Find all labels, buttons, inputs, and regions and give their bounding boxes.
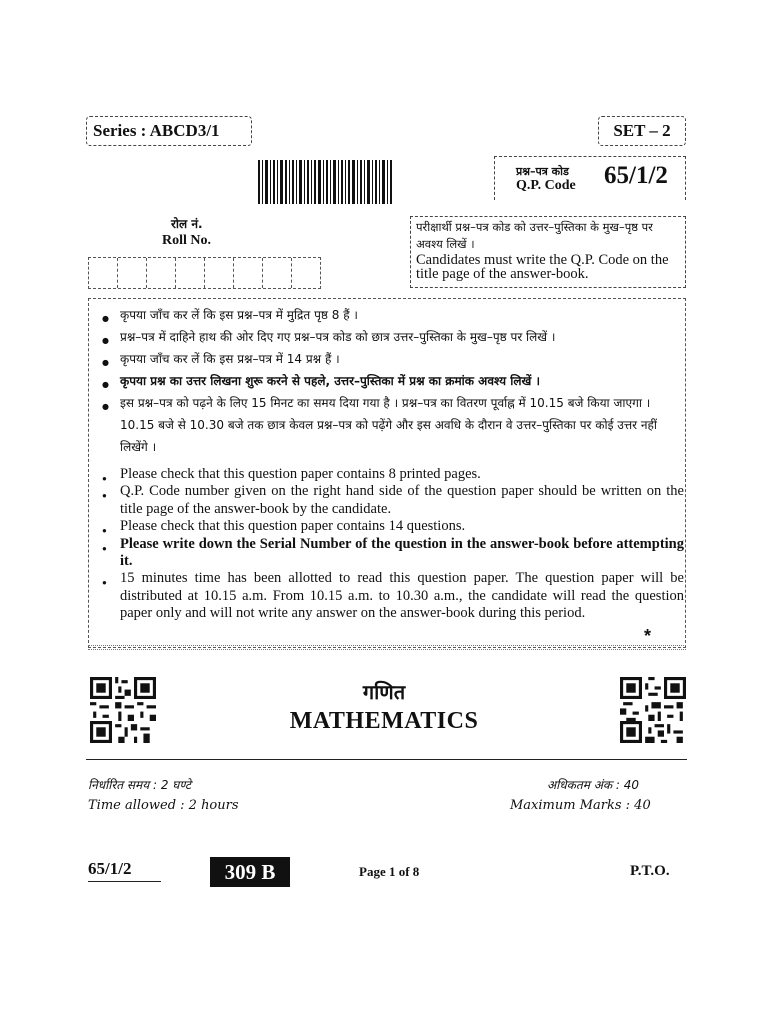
footer-qp-code: 65/1/2 [88, 859, 161, 882]
instruction-item-hindi: ● प्रश्न–पत्र में दाहिने हाथ की ओर दिए गए प्रश्न–पत्र कोड को छात्र उत्तर–पुस्तिका के मुख–पृष्ठ पर लिखें । [94, 326, 684, 348]
instruction-item-english: ● Please check that this question paper contains 14 questions. [94, 518, 684, 535]
qp-code-value: 65/1/2 [604, 162, 668, 189]
roll-no-label: Roll No. [162, 233, 211, 248]
footer-badge: 309 B [210, 857, 290, 887]
instruction-item-english: ● Please check that this question paper contains 8 printed pages. [94, 466, 684, 483]
roll-no-digit-box[interactable] [205, 258, 234, 288]
roll-no-digit-box[interactable] [89, 258, 118, 288]
qp-code-instruction-english: Candidates must write the Q.P. Code on the title page of the answer-book. [416, 252, 669, 282]
roll-no-digit-box[interactable] [147, 258, 176, 288]
instruction-item-english: ● Q.P. Code number given on the right hand side of the question paper should be written on the title page of the answer-book by the candidate. [94, 483, 684, 518]
series-label: Series : ABCD3/1 [86, 116, 252, 146]
instructions-box-border-strip [88, 645, 686, 650]
page-number: Page 1 of 8 [359, 864, 420, 879]
qp-code-instruction-hindi: परीक्षार्थी प्रश्न–पत्र कोड को उत्तर–पुस्तिका के मुख–पृष्ठ पर अवश्य लिखें । [416, 220, 653, 251]
qr-code-icon [620, 677, 686, 743]
time-allowed: Time allowed : 2 hours [88, 798, 239, 813]
roll-no-digit-box[interactable] [263, 258, 292, 288]
qp-code-label: Q.P. Code [516, 178, 576, 193]
roll-no-digit-box[interactable] [176, 258, 205, 288]
maximum-marks-hindi: अधिकतम अंक : 40 [547, 778, 640, 792]
divider-line [86, 759, 687, 760]
roll-no-digit-box[interactable] [292, 258, 320, 288]
set-label: SET – 2 [598, 116, 686, 146]
instruction-item-hindi: ● कृपया प्रश्न का उत्तर लिखना शुरू करने से पहले, उत्तर–पुस्तिका में प्रश्न का क्रमांक अवश्य लिखें । [94, 370, 684, 392]
instruction-item-hindi: ● कृपया जाँच कर लें कि इस प्रश्न–पत्र में मुद्रित पृष्ठ 8 हैं । [94, 304, 684, 326]
qp-code-instruction-box [410, 216, 686, 288]
maximum-marks: Maximum Marks : 40 [510, 798, 651, 813]
instruction-item-hindi: ● इस प्रश्न–पत्र को पढ़ने के लिए 15 मिनट का समय दिया गया है । प्रश्न–पत्र का वितरण पूर्वाह्न में 10.15 बजे किया जाएगा । 10.15 बजे से 10.30 बजे तक छात्र केवल प्रश्न–पत्र को पढ़ेंगे और इस अवधि के दौरान वे उत्तर–पुस्तिका पर कोई उत्तर नहीं लिखेंगे । [94, 392, 684, 458]
instruction-item-hindi: ● कृपया जाँच कर लें कि इस प्रश्न–पत्र में 14 प्रश्न हैं । [94, 348, 684, 370]
roll-no-digit-box[interactable] [118, 258, 147, 288]
instructions-list-english [94, 466, 684, 623]
roll-no-digit-box[interactable] [234, 258, 263, 288]
roll-no-label-hindi: रोल नं. [171, 217, 203, 231]
instructions-list-hindi [94, 304, 684, 458]
star-mark: * [644, 626, 652, 646]
barcode-image [258, 160, 394, 204]
time-allowed-hindi: निर्धारित समय : 2 घण्टे [88, 778, 192, 792]
instruction-item-english: ● 15 minutes time has been allotted to read this question paper. The question paper will be distributed at 10.15 a.m. From 10.15 a.m. to 10.30 a.m., the candidate will read the question paper only and will not write any answer on the answer-book during this period. [94, 570, 684, 622]
instruction-item-english: ● Please write down the Serial Number of the question in the answer-book before attempting it. [94, 536, 684, 571]
subject-title: MATHEMATICS [289, 708, 479, 734]
qp-code-label-hindi: प्रश्न–पत्र कोड [516, 165, 569, 178]
pto-label: P.T.O. [630, 863, 670, 879]
subject-title-hindi: गणित [362, 680, 406, 704]
roll-no-input-grid[interactable] [88, 257, 321, 289]
